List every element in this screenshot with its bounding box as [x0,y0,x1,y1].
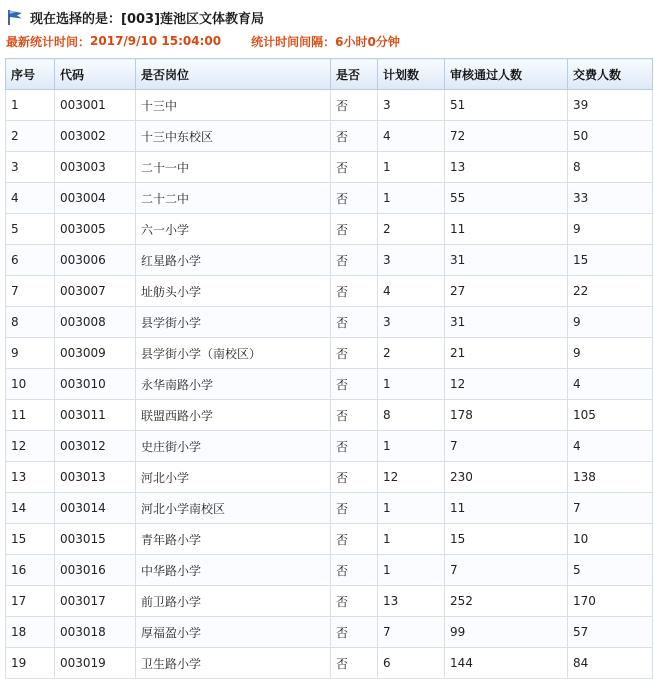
col-plan-cell: 12 [378,462,445,493]
table-row [6,431,653,462]
table-row [6,493,653,524]
col-post-cell: 青年路小学 [136,524,331,555]
col-post-cell: 厚福盈小学 [136,617,331,648]
col-post-cell: 址舫头小学 [136,276,331,307]
col-flag-cell: 否 [331,276,378,307]
col-approved-cell: 72 [445,121,568,152]
col-approved-cell: 55 [445,183,568,214]
col-approved-cell: 230 [445,462,568,493]
col-plan-cell: 7 [378,617,445,648]
col-index-cell: 1 [6,90,55,121]
col-paid-cell: 57 [568,617,653,648]
col-plan-cell: 2 [378,338,445,369]
col-approved-cell: 144 [445,648,568,679]
col-code-cell: 003007 [55,276,136,307]
col-index-cell: 16 [6,555,55,586]
col-flag-cell: 否 [331,152,378,183]
col-index-header: 序号 [6,59,55,90]
col-approved-cell: 7 [445,431,568,462]
table-row [6,276,653,307]
col-plan-cell: 1 [378,183,445,214]
col-plan-cell: 1 [378,152,445,183]
col-code-cell: 003012 [55,431,136,462]
col-paid-cell: 15 [568,245,653,276]
col-flag-cell: 否 [331,555,378,586]
col-plan-cell: 1 [378,493,445,524]
col-index-cell: 9 [6,338,55,369]
col-code-cell: 003016 [55,555,136,586]
table-row [6,245,653,276]
col-flag-cell: 否 [331,462,378,493]
page-header [0,0,654,56]
table-header-row [6,59,653,90]
table-row [6,648,653,679]
col-approved-cell: 51 [445,90,568,121]
col-flag-cell: 否 [331,524,378,555]
table-body [6,90,653,679]
col-post-cell: 河北小学 [136,462,331,493]
col-post-cell: 前卫路小学 [136,586,331,617]
col-flag-cell: 否 [331,586,378,617]
col-index-cell: 8 [6,307,55,338]
col-post-cell: 县学街小学（南校区） [136,338,331,369]
table-row [6,586,653,617]
col-post-cell: 红星路小学 [136,245,331,276]
table-row [6,369,653,400]
col-code-cell: 003013 [55,462,136,493]
col-post-cell: 卫生路小学 [136,648,331,679]
col-index-cell: 6 [6,245,55,276]
col-plan-cell: 1 [378,524,445,555]
col-code-header: 代码 [55,59,136,90]
col-plan-cell: 1 [378,369,445,400]
col-code-cell: 003014 [55,493,136,524]
col-plan-header: 计划数 [378,59,445,90]
col-paid-cell: 9 [568,214,653,245]
col-index-cell: 15 [6,524,55,555]
col-post-cell: 县学街小学 [136,307,331,338]
col-paid-cell: 9 [568,307,653,338]
col-code-cell: 003003 [55,152,136,183]
table-row [6,555,653,586]
col-paid-cell: 84 [568,648,653,679]
col-index-cell: 7 [6,276,55,307]
col-flag-header: 是否 [331,59,378,90]
title-value: [003]莲池区文体教育局 [121,11,265,27]
title-prefix: 现在选择的是： [30,11,122,27]
col-approved-cell: 21 [445,338,568,369]
stat-interval-value: 6小时0分钟 [335,34,400,49]
table-row [6,617,653,648]
col-approved-cell: 27 [445,276,568,307]
col-plan-cell: 1 [378,555,445,586]
col-plan-cell: 3 [378,90,445,121]
col-paid-cell: 33 [568,183,653,214]
col-flag-cell: 否 [331,369,378,400]
col-post-header: 是否岗位 [136,59,331,90]
col-code-cell: 003017 [55,586,136,617]
col-flag-cell: 否 [331,338,378,369]
stats-table [5,58,653,679]
col-paid-cell: 7 [568,493,653,524]
col-paid-cell: 105 [568,400,653,431]
col-code-cell: 003006 [55,245,136,276]
col-post-cell: 十三中东校区 [136,121,331,152]
col-paid-cell: 22 [568,276,653,307]
stat-time-label: 最新统计时间： [6,34,91,49]
col-code-cell: 003005 [55,214,136,245]
col-paid-cell: 4 [568,431,653,462]
stat-interval-label: 统计时间间隔： [251,34,336,49]
col-flag-cell: 否 [331,431,378,462]
table-row [6,183,653,214]
col-index-cell: 12 [6,431,55,462]
col-paid-cell: 5 [568,555,653,586]
col-plan-cell: 13 [378,586,445,617]
col-approved-cell: 252 [445,586,568,617]
col-index-cell: 3 [6,152,55,183]
col-flag-cell: 否 [331,307,378,338]
col-plan-cell: 4 [378,121,445,152]
col-post-cell: 联盟西路小学 [136,400,331,431]
col-plan-cell: 3 [378,307,445,338]
col-flag-cell: 否 [331,493,378,524]
col-plan-cell: 6 [378,648,445,679]
col-index-cell: 2 [6,121,55,152]
table-row [6,152,653,183]
col-post-cell: 十三中 [136,90,331,121]
col-paid-cell: 4 [568,369,653,400]
col-index-cell: 14 [6,493,55,524]
col-plan-cell: 8 [378,400,445,431]
selection-title [6,6,264,28]
table-row [6,214,653,245]
col-plan-cell: 3 [378,245,445,276]
col-approved-cell: 11 [445,493,568,524]
col-approved-cell: 31 [445,245,568,276]
table-row [6,462,653,493]
col-approved-cell: 99 [445,617,568,648]
stat-info [6,32,400,50]
col-code-cell: 003009 [55,338,136,369]
col-approved-cell: 13 [445,152,568,183]
col-flag-cell: 否 [331,183,378,214]
col-code-cell: 003002 [55,121,136,152]
col-code-cell: 003001 [55,90,136,121]
col-index-cell: 11 [6,400,55,431]
table-row [6,90,653,121]
col-paid-cell: 138 [568,462,653,493]
table-row [6,338,653,369]
col-index-cell: 10 [6,369,55,400]
col-plan-cell: 1 [378,431,445,462]
stat-time-value: 2017/9/10 15:04:00 [90,34,222,48]
col-plan-cell: 2 [378,214,445,245]
col-flag-cell: 否 [331,648,378,679]
col-paid-cell: 170 [568,586,653,617]
col-approved-cell: 7 [445,555,568,586]
col-paid-cell: 9 [568,338,653,369]
table-row [6,524,653,555]
col-code-cell: 003018 [55,617,136,648]
col-index-cell: 19 [6,648,55,679]
col-code-cell: 003019 [55,648,136,679]
col-flag-cell: 否 [331,214,378,245]
col-paid-cell: 10 [568,524,653,555]
col-flag-cell: 否 [331,90,378,121]
col-code-cell: 003008 [55,307,136,338]
col-approved-cell: 12 [445,369,568,400]
col-index-cell: 5 [6,214,55,245]
col-post-cell: 六一小学 [136,214,331,245]
flag-icon [6,9,24,25]
col-code-cell: 003011 [55,400,136,431]
col-flag-cell: 否 [331,245,378,276]
col-post-cell: 中华路小学 [136,555,331,586]
col-code-cell: 003004 [55,183,136,214]
col-code-cell: 003010 [55,369,136,400]
col-index-cell: 13 [6,462,55,493]
table-row [6,400,653,431]
col-post-cell: 二十二中 [136,183,331,214]
col-index-cell: 17 [6,586,55,617]
col-flag-cell: 否 [331,617,378,648]
col-post-cell: 永华南路小学 [136,369,331,400]
col-approved-cell: 178 [445,400,568,431]
col-paid-cell: 39 [568,90,653,121]
col-paid-header: 交费人数 [568,59,653,90]
col-plan-cell: 4 [378,276,445,307]
table-row [6,307,653,338]
col-flag-cell: 否 [331,121,378,152]
col-paid-cell: 8 [568,152,653,183]
col-code-cell: 003015 [55,524,136,555]
col-approved-header: 审核通过人数 [445,59,568,90]
col-approved-cell: 31 [445,307,568,338]
col-paid-cell: 50 [568,121,653,152]
col-approved-cell: 15 [445,524,568,555]
col-index-cell: 18 [6,617,55,648]
col-post-cell: 史庄街小学 [136,431,331,462]
col-index-cell: 4 [6,183,55,214]
col-approved-cell: 11 [445,214,568,245]
col-flag-cell: 否 [331,400,378,431]
col-post-cell: 二十一中 [136,152,331,183]
col-post-cell: 河北小学南校区 [136,493,331,524]
table-row [6,121,653,152]
